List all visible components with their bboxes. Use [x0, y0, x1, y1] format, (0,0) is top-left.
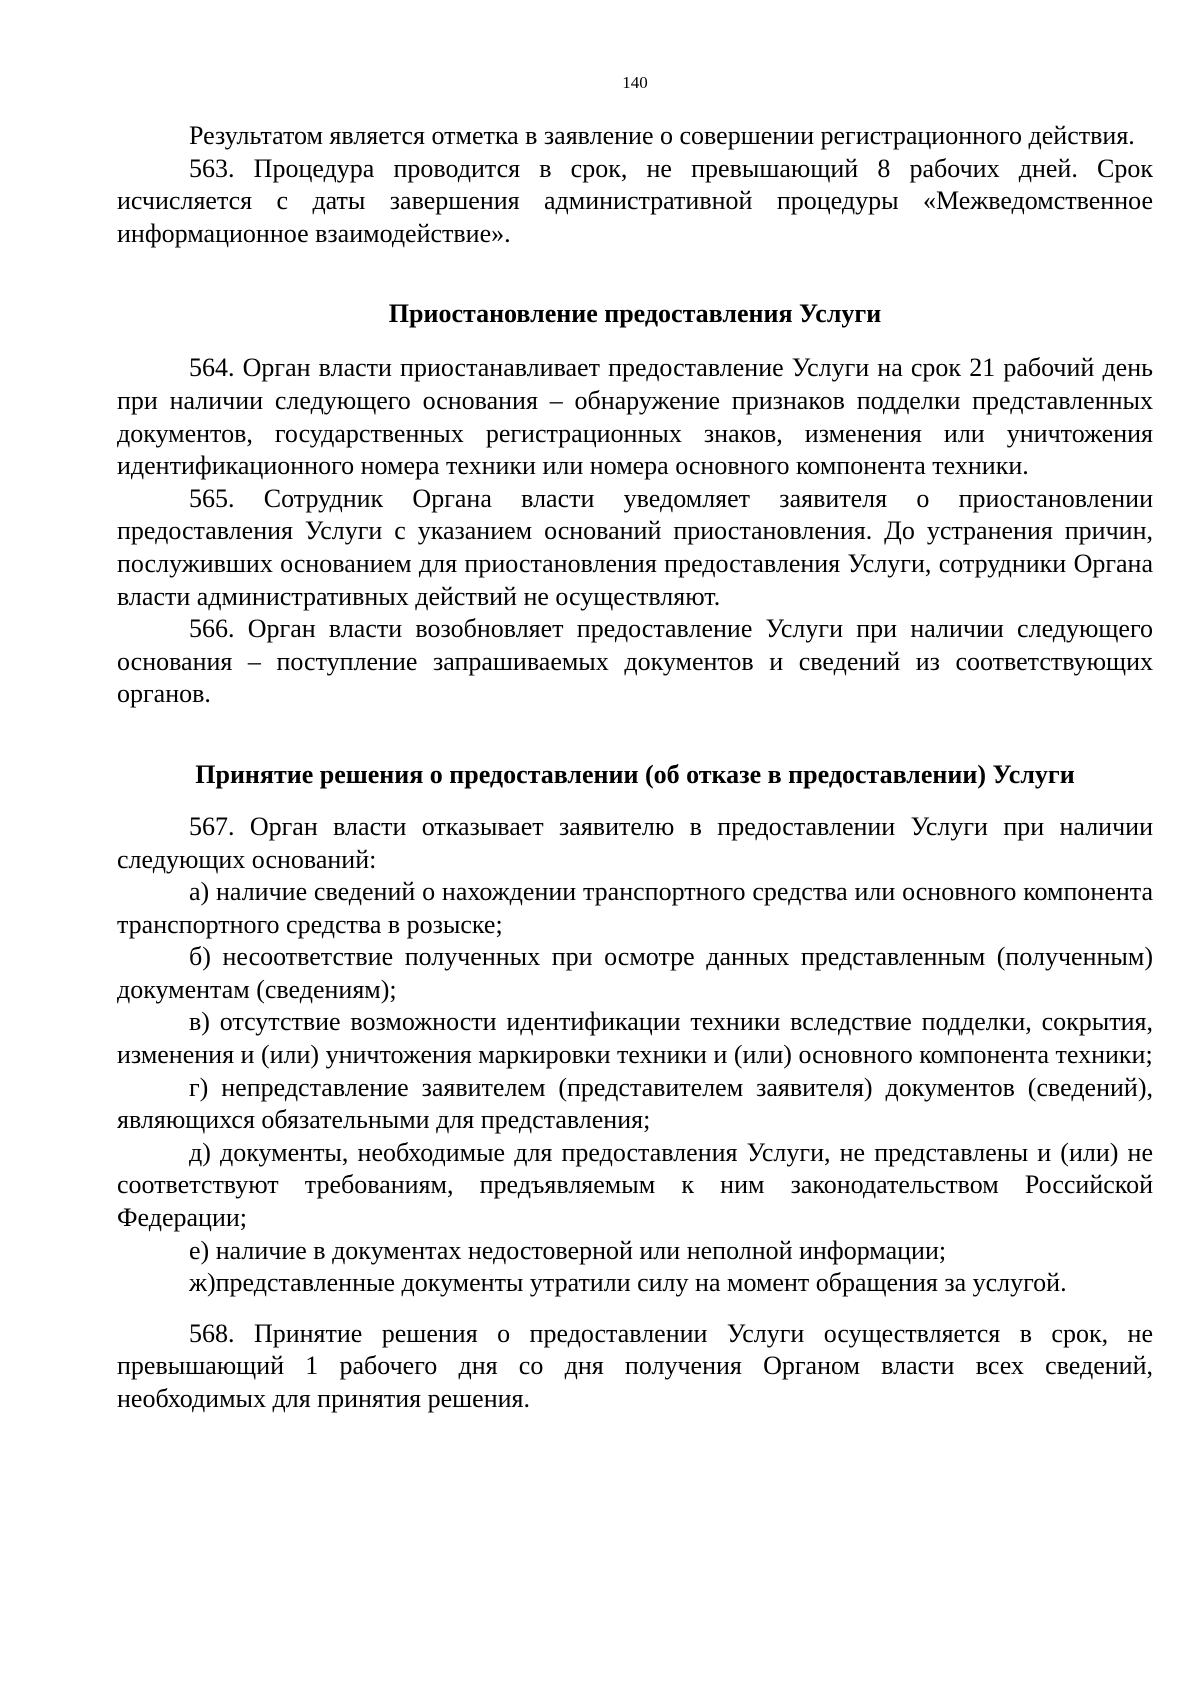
paragraph-568: 568. Принятие решения о предоставлении Услуги осуществляется в срок, не превышающий 1 рабочего дня со дня получения Органом власти всех сведений, необходимых для принятия решения. — [117, 1318, 1153, 1413]
section-heading-decision: Принятие решения о предоставлении (об отказе в предоставлении) Услуги — [195, 759, 1075, 789]
paragraph-566: 566. Орган власти возобновляет предоставление Услуги при наличии следующего основания – поступление запрашиваемых документов и сведений из соответствующих органов. — [117, 614, 1153, 709]
section-heading-suspension: Приостановление предоставления Услуги — [388, 299, 882, 329]
refusal-ground-v: в) отсутствие возможности идентификации техники вследствие подделки, сокрытия, изменения и (или) уничтожения маркировки техники и (или) основного компонента техники; — [117, 1007, 1153, 1070]
refusal-ground-e: е) наличие в документах недостоверной или неполной информации; — [189, 1235, 947, 1265]
document-body — [117, 120, 1153, 1416]
refusal-ground-b: б) несоответствие полученных при осмотре данных представленным (полученным) документам (сведениям); — [117, 942, 1153, 1004]
refusal-ground-a: а) наличие сведений о нахождении транспортного средства или основного компонента транспортного средства в розыске; — [117, 877, 1153, 939]
document-page — [117, 0, 1153, 1697]
refusal-ground-d: д) документы, необходимые для предоставления Услуги, не представлены и (или) не соответствуют требованиям, предъявляемым к ним законодательством Российской Федерации; — [117, 1137, 1153, 1233]
paragraph-563: 563. Процедура проводится в срок, не превышающий 8 рабочих дней. Срок исчисляется с даты завершения административной процедуры «Межведомственное информационное взаимодействие». — [117, 153, 1153, 248]
refusal-ground-g: г) непредставление заявителем (представителем заявителя) документов (сведений), являющихся обязательными для представления; — [117, 1072, 1153, 1135]
refusal-ground-zh: ж)представленные документы утратили силу на момент обращения за услугой. — [189, 1268, 1067, 1298]
paragraph-565: 565. Сотрудник Органа власти уведомляет заявителя о приостановлении предоставления Услуги с указанием оснований приостановления. До устранения причин, послуживших основанием для приостановления предоставления Услуги, сотрудники Органа власти административных действий не осуществляют. — [117, 483, 1153, 611]
paragraph-564: 564. Орган власти приостанавливает предоставление Услуги на срок 21 рабочий день при наличии следующего основания – обнаружение признаков подделки представленных документов, государственных регистрационных знаков, изменения или уничтожения идентификационного номера техники или номера основного компонента техники. — [117, 353, 1153, 481]
paragraph-567: 567. Орган власти отказывает заявителю в предоставлении Услуги при наличии следующих оснований: — [117, 811, 1153, 874]
page-number: 140 — [622, 73, 648, 92]
paragraph-result: Результатом является отметка в заявление о совершении регистрационного действия. — [189, 121, 1135, 150]
